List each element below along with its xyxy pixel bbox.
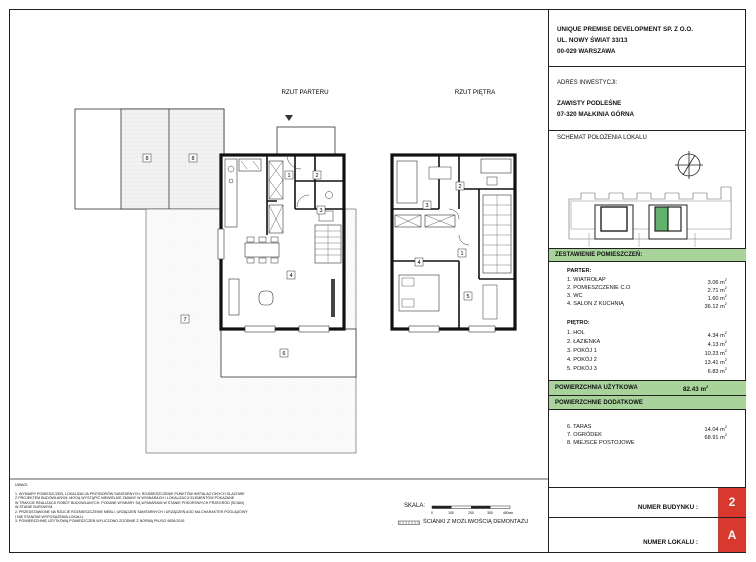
location-scheme-drawing	[549, 143, 746, 247]
additional-area-unit: 2	[724, 424, 727, 429]
ground-room-label: 4	[289, 273, 293, 279]
room-name: 3. WC	[567, 293, 583, 299]
location-scheme-label: SCHEMAT POŁOŻENIA LOKALU	[557, 135, 647, 141]
room-name: 5. POKÓJ 3	[567, 366, 597, 372]
scale-tick: 0	[431, 511, 433, 515]
room-area-unit: 2	[724, 285, 727, 290]
notes	[15, 483, 315, 524]
usable-area-unit: 2	[706, 384, 709, 389]
additional-row	[567, 440, 737, 446]
additional-row	[567, 432, 737, 441]
room-area-unit: 2	[724, 277, 727, 282]
ground-room-label: 7	[183, 317, 187, 323]
room-area-unit: 2	[724, 293, 727, 298]
ground-room-label: 8	[191, 156, 195, 162]
company-block	[549, 9, 746, 67]
first-floor-label: PIĘTRO:	[567, 320, 590, 326]
additional-list	[549, 410, 746, 488]
ground-floor-label: PARTER:	[567, 268, 592, 274]
room-name: 3. POKÓJ 1	[567, 348, 597, 354]
ground-room-label: 3	[319, 208, 323, 214]
room-area-unit: 2	[724, 339, 727, 344]
unit-number-value: A	[718, 518, 746, 552]
usable-area-label: POWIERZCHNIA UŻYTKOWA	[555, 385, 638, 391]
ground-floor-title: RZUT PARTERU	[281, 89, 329, 96]
room-area: 6.83 m	[707, 368, 725, 375]
note-line: W STANIE SUROWYM.	[15, 505, 54, 510]
demolition-legend: ŚCIANKI Z MOŻLIWOŚCIĄ DEMONTAŻU	[423, 519, 529, 525]
scale-tick: 400cm	[502, 511, 514, 515]
usable-area-value	[683, 384, 708, 393]
notes-title: UWAGI:	[15, 483, 29, 487]
investment-place: ZAWISTY PODLEŚNE	[557, 100, 622, 107]
room-row	[567, 348, 737, 357]
usable-area-number: 82.43 m	[683, 386, 707, 394]
room-name: 1. WIATROŁAP	[567, 277, 606, 283]
room-area: 10.23 m	[704, 350, 725, 357]
note-line: I NIE STANOWI WYPOSAŻENIA LOKALU.	[15, 514, 84, 519]
first-room-label: 3	[425, 203, 429, 209]
info-panel	[548, 9, 746, 553]
note-line: 3. POWIERZCHNIĘ UŻYTKOWĄ POMIESZCZEŃ WYLICZONO ZGODNIE Z NORMĄ PN-ISO 9836:2015	[15, 519, 185, 524]
rooms-header	[549, 249, 746, 262]
scale-bar	[430, 503, 514, 519]
note-line: Z PROJEKTEM BUDOWLANYM, MOGĄ WYSTĄPIĆ NIEWIELKIE ZMIANY W WYMIARACH I LOKALIZACJI ELEMENTÓW POKAZANE	[15, 496, 235, 501]
scale-label: SKALA:	[404, 503, 426, 509]
room-name: 2. ŁAZIENKA	[567, 339, 601, 345]
building-number-row	[549, 488, 746, 518]
additional-name: 7. OGRÓDEK	[567, 432, 602, 438]
north-compass-icon	[675, 151, 703, 179]
room-area: 13.41 m	[704, 359, 725, 366]
terrace-area	[221, 329, 356, 377]
first-room-label: 5	[466, 294, 470, 300]
room-area: 36.12 m	[704, 303, 725, 310]
room-area-unit: 2	[724, 357, 727, 362]
company-city: 00-029 WARSZAWA	[557, 48, 616, 55]
room-area-unit: 2	[724, 348, 727, 353]
additional-row	[567, 424, 737, 433]
room-row	[567, 357, 737, 366]
investment-block	[549, 67, 746, 131]
room-area-unit: 2	[724, 301, 727, 306]
room-name: 4. SALON Z KUCHNIĄ	[567, 301, 624, 307]
company-street: UL. NOWY ŚWIAT 33/13	[557, 37, 628, 44]
room-area-unit: 2	[724, 330, 727, 335]
additional-name: 8. MIEJSCE POSTOJOWE	[567, 440, 635, 446]
additional-area-unit: 2	[724, 432, 727, 437]
note-line: W TRAKCIE REALIZACJI ROBÓT BUDOWLANYCH. PODANE WYMIARY SĄ WYMIARAMI W STANIE POKOROWYCH PRZEGRÓD (ŚCIAN)	[15, 500, 245, 505]
room-name: 4. POKÓJ 2	[567, 357, 597, 363]
unit-number-row	[549, 518, 746, 552]
location-scheme-block	[549, 131, 746, 249]
additional-area: 14.04 m	[704, 426, 725, 433]
entrance-arrow-icon	[285, 115, 293, 121]
room-area: 1.60 m	[707, 295, 725, 302]
room-row	[567, 366, 737, 375]
room-name: 1. HOL	[567, 330, 585, 336]
ground-room-label: 8	[145, 156, 149, 162]
ground-room-label: 6	[282, 351, 286, 357]
floor-plans	[9, 9, 548, 489]
building-number-label: NUMER BUDYNKU :	[637, 504, 698, 511]
first-floor-title: RZUT PIĘTRA	[454, 89, 496, 96]
first-room-label: 2	[458, 184, 462, 190]
note-line: 2. PRZEDSTAWIONE NA RZUCIE ROZMIESZCZENIE MEBLI, URZĄDZEŃ SANITARNYCH I URZĄDZEŃ AGD MA CHARAKTER POGLĄDOWY	[15, 509, 248, 514]
ground-room-label: 1	[287, 173, 291, 179]
room-row	[567, 277, 737, 286]
first-room-label: 4	[417, 260, 421, 266]
room-row	[567, 301, 737, 310]
unit-number-label: NUMER LOKALU :	[643, 539, 698, 546]
investment-label: ADRES INWESTYCJI:	[557, 80, 618, 86]
note-line: 1. WYMIARY POMIESZCZEŃ, LOKALIZACJA PRZYBORÓW SANITARNYCH, ROZMIESZCZENIE PUNKTÓW INSTALACYJNYCH GLAZOWE	[15, 491, 245, 496]
rooms-header-text: ZESTAWIENIE POMIESZCZEŃ:	[555, 252, 643, 258]
room-name: 2. POMIESZCZENIE C.O	[567, 285, 631, 291]
additional-area: 68.91 m	[704, 434, 725, 441]
scale-tick: 200	[468, 511, 474, 515]
building-number-value: 2	[718, 488, 746, 517]
room-area: 2.71 m	[707, 287, 725, 294]
room-area: 4.13 m	[707, 341, 725, 348]
company-name: UNIQUE PREMISE DEVELOPMENT SP. Z O.O.	[557, 26, 693, 33]
additional-header	[549, 396, 746, 410]
room-row	[567, 339, 737, 348]
room-row	[567, 285, 737, 294]
ground-room-label: 2	[315, 173, 319, 179]
additional-label: POWIERZCHNIE DODATKOWE	[555, 400, 643, 406]
scale-tick: 300	[487, 511, 493, 515]
room-area: 4.34 m	[707, 332, 725, 339]
usable-area-row	[549, 381, 746, 396]
room-row	[567, 293, 737, 302]
investment-postal: 07-320 MAŁKINIA GÓRNA	[557, 111, 635, 118]
room-area-unit: 2	[724, 366, 727, 371]
room-area: 3.06 m	[707, 279, 725, 286]
first-room-label: 1	[460, 251, 464, 257]
scale-tick: 100	[448, 511, 454, 515]
rooms-list	[549, 262, 746, 381]
demolition-wall-icon	[398, 520, 420, 526]
additional-name: 6. TARAS	[567, 424, 592, 430]
room-row	[567, 330, 737, 339]
